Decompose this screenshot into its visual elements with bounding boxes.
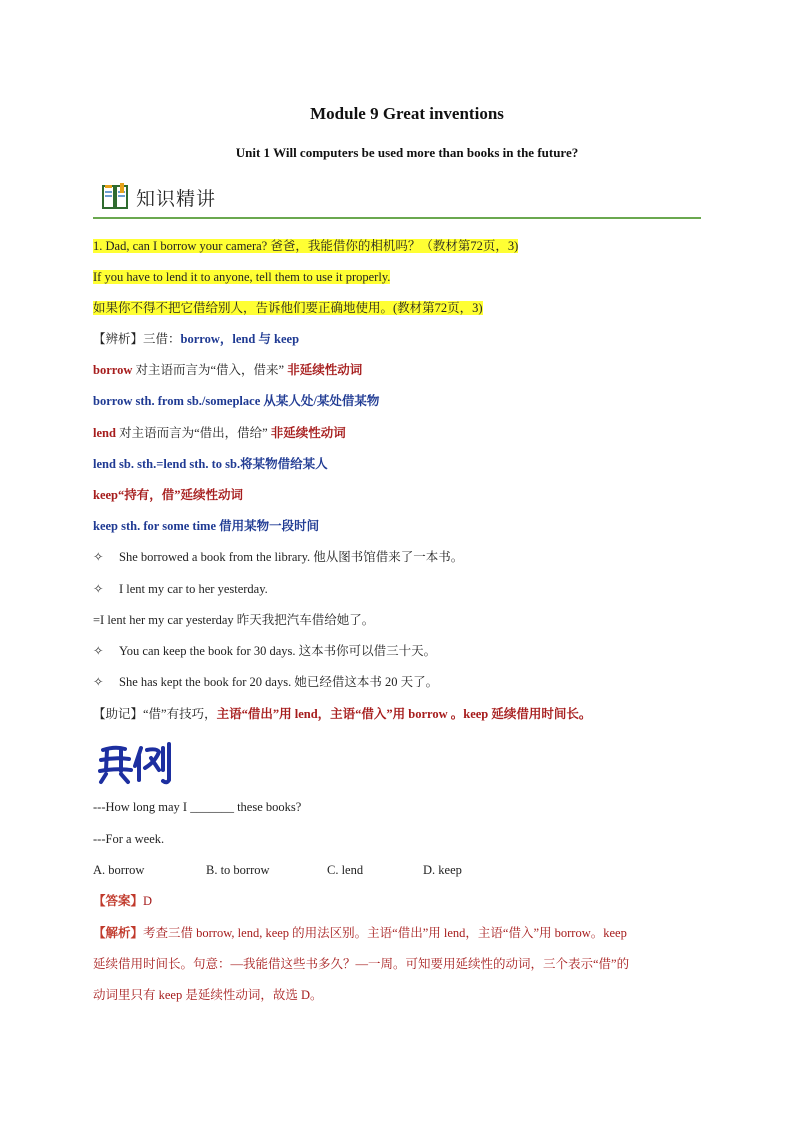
example-item: ✧ You can keep the book for 30 days. 这本书你可以借三十天。: [93, 644, 437, 658]
example-logo-text: 典例: [97, 725, 130, 744]
lend-phrase: lend sb. sth.=lend sth. to sb.将某物借给某人: [93, 457, 328, 471]
section-header: [100, 180, 216, 214]
keep-definition: keep“持有，借”延续性动词: [93, 488, 244, 502]
example-logo-icon: [97, 725, 173, 786]
option-b: B. to borrow: [206, 863, 270, 877]
page-subtitle: Unit 1 Will computers be used more than books in the future?: [235, 145, 579, 160]
option-c: C. lend: [327, 863, 364, 877]
section-divider: [93, 217, 701, 219]
page-title: Module 9 Great inventions: [310, 104, 504, 123]
explanation-line-3: 动词里只有 keep 是延续性动词，故选 D。: [93, 988, 323, 1002]
book-icon: [100, 182, 130, 212]
sentence-1: 1. Dad, can I borrow your camera? 爸爸，我能借你的相机吗？（教材第72页，3): [93, 239, 519, 253]
section-label: 知识精讲: [136, 187, 217, 210]
analysis-intro: 【辨析】三借：borrow，lend 与 keep: [93, 332, 300, 346]
borrow-definition: borrow 对主语而言为“借入，借来” 非延续性动词: [93, 363, 363, 377]
answer-line: 【答案】D: [93, 894, 153, 908]
diamond-bullet-icon: ✧: [93, 675, 104, 689]
memo-line: 【助记】“借”有技巧，主语“借出”用 lend，主语“借入”用 borrow 。keep 延续借用时间长。: [93, 707, 592, 721]
question-line-1: ---How long may I _______ these books?: [93, 800, 302, 814]
sentence-2: If you have to lend it to anyone, tell them to use it properly.: [93, 270, 391, 284]
lend-definition: lend 对主语而言为“借出，借给” 非延续性动词: [93, 426, 346, 440]
example-item: ✧ She has kept the book for 20 days. 她已经借这本书 20 天了。: [93, 675, 439, 689]
keep-phrase: keep sth. for some time 借用某物一段时间: [93, 519, 320, 533]
options-row: [93, 861, 462, 879]
diamond-bullet-icon: ✧: [93, 550, 104, 564]
example-item: ✧ I lent my car to her yesterday.: [93, 582, 268, 596]
borrow-phrase: borrow sth. from sb./someplace 从某人处/某处借某物: [93, 394, 380, 408]
diamond-bullet-icon: ✧: [93, 644, 104, 658]
option-a: A. borrow: [93, 863, 145, 877]
question-line-2: ---For a week.: [93, 832, 165, 846]
example-item: ✧ She borrowed a book from the library. 他从图书馆借来了一本书。: [93, 550, 464, 564]
explanation-line-2: 延续借用时间长。句意：—我能借这些书多久？—一周。可知要用延续性的动词，三个表示“借”的: [93, 957, 630, 971]
sentence-3: 如果你不得不把它借给别人，告诉他们要正确地使用。(教材第72页，3): [93, 301, 483, 315]
example-item: =I lent her my car yesterday 昨天我把汽车借给她了。: [93, 613, 375, 627]
option-d: D. keep: [423, 863, 462, 877]
diamond-bullet-icon: ✧: [93, 582, 104, 596]
explanation-line-1: 【解析】考查三借 borrow, lend, keep 的用法区别。主语“借出”用 lend，主语“借入”用 borrow。keep: [93, 926, 627, 940]
